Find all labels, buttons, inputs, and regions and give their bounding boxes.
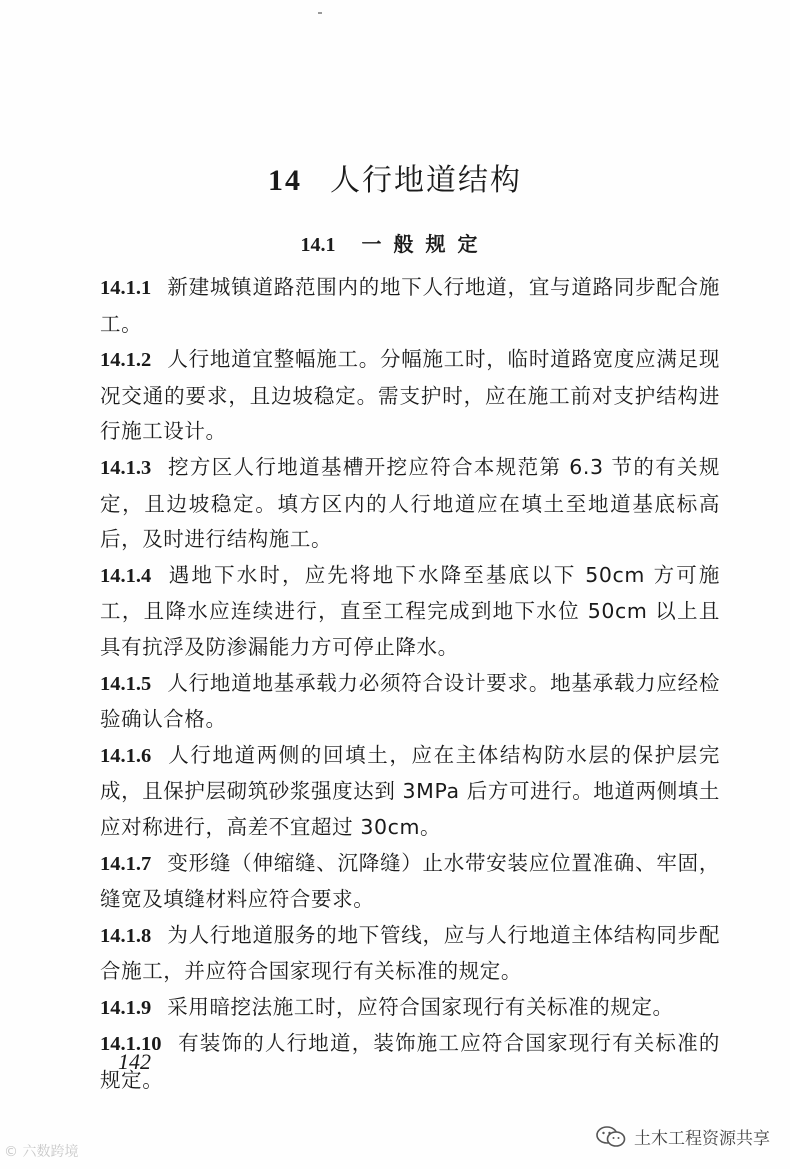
section-heading — [0, 228, 790, 257]
clause — [100, 846, 720, 918]
clause-id: 14.1.7 — [100, 852, 152, 875]
scan-mark — [318, 12, 322, 14]
section-title: 一般规定 — [361, 232, 490, 256]
wechat-icon — [596, 1126, 626, 1148]
clause — [100, 918, 720, 990]
clause — [100, 450, 720, 558]
clause-text: 挖方区人行地道基槽开挖应符合本规范第 6.3 节的有关规定，且边坡稳定。填方区内的人行地道应在填土至地道基底标高后，及时进行结构施工。 — [100, 454, 720, 552]
clause — [100, 738, 720, 846]
watermark-left: © 六数跨境 — [4, 1144, 79, 1160]
clause-list — [100, 270, 720, 1099]
clause-id: 14.1.3 — [100, 456, 152, 479]
clause-id: 14.1.6 — [100, 744, 152, 767]
chapter-heading — [0, 155, 790, 199]
chapter-title: 人行地道结构 — [330, 163, 522, 198]
section-number: 14.1 — [300, 234, 336, 256]
clause-id: 14.1.5 — [100, 672, 152, 695]
clause — [100, 1026, 720, 1098]
watermark-right-text: 土木工程资源共享 — [634, 1129, 770, 1149]
clause-text: 遇地下水时，应先将地下水降至基底以下 50cm 方可施工，且降水应连续进行，直至工程完成到地下水位 50cm 以上且具有抗浮及防渗漏能力方可停止降水。 — [100, 562, 720, 659]
clause-id: 14.1.8 — [100, 924, 152, 947]
clause-text: 新建城镇道路范围内的地下人行地道，宜与道路同步配合施工。 — [100, 275, 720, 336]
clause — [100, 666, 720, 738]
clause-id: 14.1.4 — [100, 564, 152, 587]
clause-id: 14.1.10 — [100, 1033, 162, 1056]
clause — [100, 342, 720, 450]
clause — [100, 990, 720, 1027]
chapter-number: 14 — [268, 164, 302, 197]
clause-text: 人行地道地基承载力必须符合设计要求。地基承载力应经检验确认合格。 — [100, 670, 720, 732]
clause-text: 采用暗挖法施工时，应符合国家现行有关标准的规定。 — [167, 994, 674, 1019]
clause-id: 14.1.1 — [100, 277, 152, 299]
page-number: 142 — [118, 1049, 151, 1074]
clause-text: 人行地道两侧的回填土，应在主体结构防水层的保护层完成，且保护层砌筑砂浆强度达到 3MPa 后方可进行。地道两侧填土应对称进行，高差不宜超过 30cm。 — [100, 742, 720, 839]
clause-text: 变形缝（伸缩缝、沉降缝）止水带安装应位置准确、牢固，缝宽及填缝材料应符合要求。 — [100, 850, 720, 912]
clause-text: 有装饰的人行地道，装饰施工应符合国家现行有关标准的规定。 — [100, 1031, 720, 1093]
clause-text: 人行地道宜整幅施工。分幅施工时，临时道路宽度应满足现况交通的要求，且边坡稳定。需支护时，应在施工前对支护结构进行施工设计。 — [100, 347, 720, 444]
clause — [100, 270, 720, 342]
clause — [100, 558, 720, 666]
watermark-right — [596, 1124, 770, 1149]
clause-text: 为人行地道服务的地下管线，应与人行地道主体结构同步配合施工，并应符合国家现行有关标准的规定。 — [100, 922, 720, 984]
clause-id: 14.1.9 — [100, 996, 152, 1019]
clause-id: 14.1.2 — [100, 349, 152, 372]
